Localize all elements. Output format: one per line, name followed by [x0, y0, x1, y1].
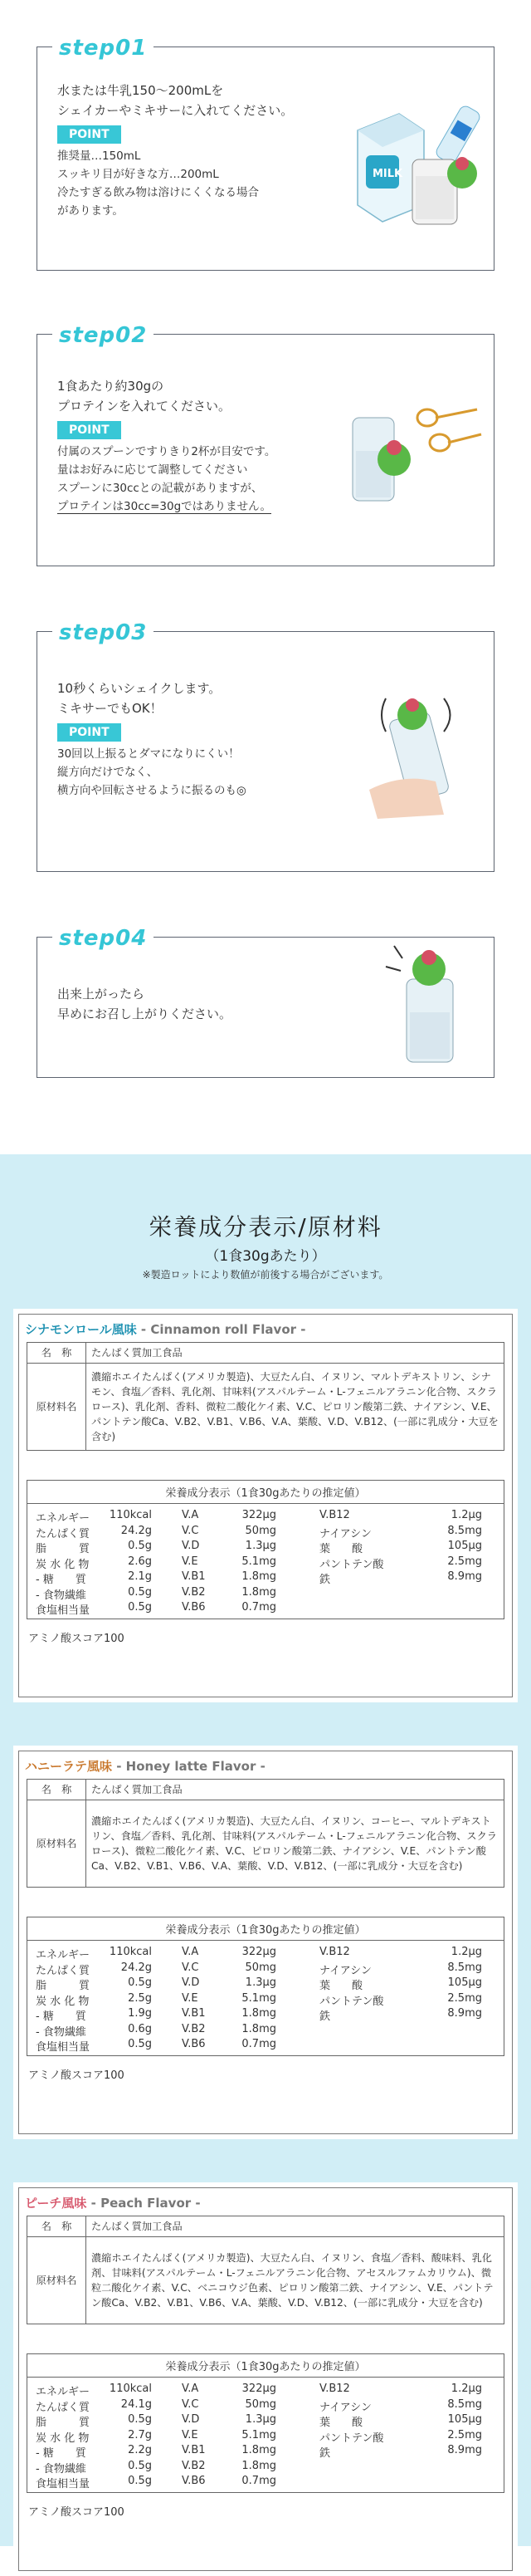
- nutrient-value: 8.9mg: [447, 2444, 482, 2456]
- nutrient-label: 食塩相当量: [36, 2041, 90, 2054]
- nutrient-label: V.B6: [182, 2038, 206, 2050]
- nutrient-value: 0.5g: [128, 2038, 152, 2050]
- nutrient-value: 1.8mg: [241, 2022, 276, 2035]
- nutrient-value: 50mg: [245, 2397, 276, 2411]
- nutrient-label: - 糖 質: [36, 1574, 86, 1586]
- nutrient-label: - 糖 質: [36, 2447, 86, 2460]
- step-03-line: ミキサーでもOK！: [57, 701, 163, 716]
- nutrient-value: 24.1g: [120, 2397, 152, 2411]
- nutrient-value: 1.9g: [128, 2007, 152, 2020]
- product-name-en: - Cinnamon roll Flavor -: [136, 1322, 306, 1337]
- amino-score: アミノ酸スコア100: [28, 2506, 124, 2519]
- nutrient-label: ナイアシン: [319, 1964, 372, 1977]
- step-02-line: 1食あたり約30gの: [57, 379, 164, 394]
- nutrition-note: ※製造ロットにより数値が前後する場合がございます。: [142, 1269, 389, 1281]
- step-03-note: 30回以上振るとダマになりにくい！: [57, 747, 240, 761]
- nutrient-value: 8.5mg: [447, 1524, 482, 1537]
- nutrient-value: 50mg: [245, 1961, 276, 1974]
- nutrient-label: V.E: [182, 1555, 198, 1568]
- nutrient-value: 1.3μg: [245, 1540, 276, 1552]
- nutrient-label: たんぱく質: [36, 1964, 90, 1977]
- nutrient-label: V.B1: [182, 2444, 206, 2456]
- nutrient-value: 5.1mg: [241, 2428, 276, 2441]
- nutrient-value: 1.8mg: [241, 1570, 276, 1583]
- nutrient-value: 0.5g: [128, 1585, 152, 1599]
- nutrient-label: V.D: [182, 2413, 200, 2426]
- nutrient-value: 2.5g: [128, 1991, 152, 2005]
- ingredients-table: [27, 1342, 504, 1451]
- product-name: [25, 2194, 201, 2211]
- step-04-line: 早めにお召し上がりください。: [57, 1006, 232, 1021]
- nutrient-value: 1.2μg: [451, 1946, 482, 1958]
- nutrient-value: 0.5g: [128, 1976, 152, 1989]
- nutrient-value: 1.3μg: [245, 1976, 276, 1989]
- step-03-note: 横方向や回転させるように振るのも◎: [57, 784, 246, 797]
- ingredients-label: 原材料名: [27, 2237, 86, 2324]
- step-01-line: シェイカーやミキサーに入れてください。: [57, 103, 294, 118]
- nutrient-label: 炭 水 化 物: [36, 2432, 90, 2445]
- name-label: 名 称: [27, 2216, 86, 2237]
- nutrient-label: V.B12: [319, 1509, 350, 1521]
- name-label: 名 称: [27, 1780, 86, 1800]
- nutrient-value: 105μg: [447, 1976, 482, 1989]
- nutrient-value: 2.5mg: [447, 1991, 482, 2005]
- product-name: [25, 1320, 306, 1338]
- shake-illustration: [353, 682, 477, 823]
- step-04-title: step04: [52, 926, 153, 951]
- nutrient-label: - 食物繊維: [36, 2462, 86, 2476]
- nutrient-value: 5.1mg: [241, 1991, 276, 2005]
- nutrient-value: 0.5g: [128, 1540, 152, 1552]
- nutrient-label: - 糖 質: [36, 2010, 86, 2023]
- nutrition-facts-title: 栄養成分表示（1食30gあたりの推定値）: [27, 1917, 504, 1941]
- product-card: [13, 2182, 518, 2576]
- nutrient-value: 322μg: [241, 2383, 276, 2395]
- nutrient-label: V.C: [182, 1961, 199, 1974]
- nutrition-title: 栄養成分表示/原材料: [149, 1213, 382, 1241]
- name-label: 名 称: [27, 1343, 86, 1364]
- name-value: たんぱく質加工食品: [86, 1343, 504, 1364]
- nutrient-value: 1.2μg: [451, 2383, 482, 2395]
- nutrient-label: エネルギー: [36, 2386, 90, 2398]
- step-03-title: step03: [52, 620, 153, 645]
- product-name-jp: ハニーラテ風味: [25, 1759, 113, 1774]
- nutrient-label: 鉄: [319, 2447, 331, 2460]
- nutrient-value: 322μg: [241, 1509, 276, 1521]
- nutrient-value: 110kcal: [109, 1946, 152, 1958]
- step-04-line: 出来上がったら: [57, 987, 145, 1002]
- step-02-line: プロテインを入れてください。: [57, 399, 231, 414]
- nutrient-value: 1.8mg: [241, 2459, 276, 2472]
- nutrient-label: 脂 質: [36, 1980, 90, 1992]
- step-04-box: [37, 926, 494, 1078]
- nutrient-value: 2.2g: [128, 2444, 152, 2456]
- nutrient-label: パントテン酸: [319, 1995, 384, 2008]
- nutrient-label: パントテン酸: [319, 1558, 384, 1571]
- step-03-note: 縦方向だけでなく、: [57, 766, 158, 779]
- nutrient-label: 鉄: [319, 1574, 331, 1586]
- nutrient-value: 50mg: [245, 1524, 276, 1537]
- nutrition-facts-box: [27, 1480, 504, 1619]
- step-03-text: [57, 678, 246, 800]
- nutrient-label: 葉 酸: [319, 2417, 363, 2429]
- nutrient-label: V.B6: [182, 1601, 206, 1614]
- nutrient-value: 2.5mg: [447, 2428, 482, 2441]
- ingredients-label: 原材料名: [27, 1364, 86, 1451]
- product-name-en: - Honey latte Flavor -: [112, 1759, 266, 1774]
- nutrition-section: [0, 1154, 531, 2546]
- amino-score: アミノ酸スコア100: [28, 2069, 124, 2082]
- product-name: [25, 1757, 266, 1775]
- nutrient-label: V.C: [182, 1524, 199, 1537]
- nutrient-value: 110kcal: [109, 2383, 152, 2395]
- nutrient-value: 0.7mg: [241, 2038, 276, 2050]
- point-badge: POINT: [57, 125, 121, 144]
- nutrition-facts-title: 栄養成分表示（1食30gあたりの推定値）: [27, 1481, 504, 1504]
- product-name-en: - Peach Flavor -: [86, 2196, 201, 2211]
- nutrient-value: 105μg: [447, 1540, 482, 1552]
- nutrient-value: 5.1mg: [241, 1555, 276, 1568]
- nutrient-value: 1.3μg: [245, 2413, 276, 2426]
- nutrient-value: 110kcal: [109, 1509, 152, 1521]
- nutrient-value: 8.5mg: [447, 2397, 482, 2411]
- nutrient-value: 322μg: [241, 1946, 276, 1958]
- nutrient-label: 脂 質: [36, 2417, 90, 2429]
- nutrient-value: 2.5mg: [447, 1555, 482, 1568]
- nutrient-label: - 食物繊維: [36, 2025, 86, 2039]
- nutrient-label: V.E: [182, 2428, 198, 2441]
- nutrient-label: 葉 酸: [319, 1543, 363, 1555]
- nutrient-label: V.A: [182, 1509, 199, 1521]
- step-01-text: [57, 81, 293, 220]
- nutrient-label: エネルギー: [36, 1512, 90, 1525]
- step-03-box: [37, 620, 494, 872]
- nutrient-value: 0.5g: [128, 1601, 152, 1614]
- nutrition-grid: [27, 1941, 504, 2055]
- step-01-note: 冷たすぎる飲み物は溶けにくくなる場合: [57, 186, 259, 199]
- nutrient-value: 24.2g: [120, 1524, 152, 1537]
- svg-text:MILK: MILK: [373, 168, 403, 180]
- nutrition-subtitle: （1食30gあたり）: [205, 1248, 326, 1265]
- nutrient-value: 2.6g: [128, 1555, 152, 1568]
- nutrient-label: V.D: [182, 1540, 200, 1552]
- nutrient-value: 0.5g: [128, 2459, 152, 2472]
- nutrient-label: エネルギー: [36, 1949, 90, 1961]
- nutrition-facts-box: [27, 1917, 504, 2056]
- name-value: たんぱく質加工食品: [86, 2216, 504, 2237]
- nutrient-label: 炭 水 化 物: [36, 1995, 90, 2008]
- point-badge: POINT: [57, 723, 121, 742]
- nutrition-grid: [27, 2378, 504, 2492]
- nutrient-label: V.E: [182, 1991, 198, 2005]
- nutrient-value: 8.5mg: [447, 1961, 482, 1974]
- nutrient-label: V.B6: [182, 2475, 206, 2487]
- nutrient-value: 1.8mg: [241, 2007, 276, 2020]
- step-03-line: 10秒くらいシェイクします。: [57, 681, 222, 696]
- nutrient-label: 食塩相当量: [36, 2478, 90, 2490]
- ingredients-table: [27, 2216, 504, 2324]
- nutrient-value: 1.8mg: [241, 1585, 276, 1599]
- nutrient-label: V.C: [182, 2397, 199, 2411]
- step-01-note: があります。: [57, 204, 124, 218]
- point-badge: POINT: [57, 421, 121, 439]
- nutrient-value: 8.9mg: [447, 1570, 482, 1583]
- milk-shaker-illustration: [341, 97, 490, 230]
- nutrient-label: ナイアシン: [319, 2401, 372, 2414]
- step-02-text: [57, 376, 275, 516]
- product-name-jp: シナモンロール風味: [25, 1322, 137, 1337]
- nutrient-label: V.B12: [319, 1946, 350, 1958]
- ingredients-value: 濃縮ホエイたんぱく(アメリカ製造)、大豆たん白、イヌリン、マルトデキストリン、シナモン、食塩／香料、乳化剤、甘味料(アスパルテーム・L-フェニルアラニン化合物、スクラロース)、乳化剤、香料、微粒二酸化ケイ素、V.C、ピロリン酸第二鉄、ナイアシン、V.E、パントテン酸Ca、V.B2、V.B1、V.B6、V.A、葉酸、V.D、V.B12、(一部に乳成分・大豆を含む): [86, 1364, 504, 1451]
- name-value: たんぱく質加工食品: [86, 1780, 504, 1800]
- step-01-title: step01: [52, 36, 153, 61]
- nutrient-label: V.A: [182, 2383, 199, 2395]
- nutrient-value: 0.5g: [128, 2475, 152, 2487]
- step-02-note: 付属のスプーンですりきり2杯が目安です。: [57, 445, 276, 458]
- finished-shaker-illustration: [369, 921, 485, 1070]
- step-02-note: スプーンに30ccとの記載がありますが、: [57, 482, 263, 495]
- step-01-line: 水または牛乳150〜200mLを: [57, 83, 224, 98]
- ingredients-value: 濃縮ホエイたんぱく(アメリカ製造)、大豆たん白、イヌリン、コーヒー、マルトデキストリン、食塩／香料、乳化剤、甘味料(アスパルテーム・L-フェニルアラニン化合物、スクラロース)、微粒二酸化ケイ素、V.C、ピロリン酸第二鉄、ナイアシン、V.E、パントテン酸Ca、V.B2、V.B1、V.B6、V.A、葉酸、V.D、V.B12、(一部に乳成分・大豆を含む): [86, 1800, 504, 1888]
- ingredients-value: 濃縮ホエイたんぱく(アメリカ製造)、大豆たん白、イヌリン、食塩／香料、酸味料、乳化剤、甘味料(アスパルテーム・L-フェニルアラニン化合物、アセスルファムカリウム)、微粒二酸化ケイ素、V.C、ベニコウジ色素、ピロリン酸第二鉄、ナイアシン、V.E、パントテン酸Ca、V.B2、V.B1、V.B6、V.A、葉酸、V.D、V.B12、(一部に乳成分・大豆を含む): [86, 2237, 504, 2324]
- nutrient-value: 1.2μg: [451, 1509, 482, 1521]
- nutrient-label: たんぱく質: [36, 2401, 90, 2414]
- nutrient-label: V.A: [182, 1946, 199, 1958]
- nutrient-value: 105μg: [447, 2413, 482, 2426]
- nutrient-label: 食塩相当量: [36, 1604, 90, 1617]
- product-card: [13, 1309, 518, 1702]
- nutrient-value: 2.1g: [128, 1570, 152, 1583]
- step-04-text: [57, 984, 231, 1024]
- nutrient-label: 炭 水 化 物: [36, 1558, 90, 1571]
- nutrient-value: 0.7mg: [241, 1601, 276, 1614]
- nutrient-label: 葉 酸: [319, 1980, 363, 1992]
- product-name-jp: ピーチ風味: [25, 2196, 87, 2211]
- nutrient-value: 0.6g: [128, 2022, 152, 2035]
- nutrient-label: V.B2: [182, 1585, 206, 1599]
- nutrient-value: 2.7g: [128, 2428, 152, 2441]
- protein-scoop-illustration: [344, 393, 485, 517]
- product-card: [13, 1746, 518, 2139]
- nutrition-grid: [27, 1504, 504, 1619]
- nutrient-value: 24.2g: [120, 1961, 152, 1974]
- nutrition-facts-title: 栄養成分表示（1食30gあたりの推定値）: [27, 2354, 504, 2378]
- ingredients-label: 原材料名: [27, 1800, 86, 1888]
- nutrient-label: 鉄: [319, 2010, 331, 2023]
- step-01-note: スッキリ目が好きな方…200mL: [57, 168, 219, 181]
- ingredients-table: [27, 1779, 504, 1888]
- step-02-note: 量はお好みに応じて調整してください: [57, 463, 248, 477]
- nutrition-facts-box: [27, 2353, 504, 2493]
- nutrient-value: 8.9mg: [447, 2007, 482, 2020]
- step-02-box: [37, 323, 494, 566]
- step-01-box: [37, 36, 494, 271]
- nutrient-label: V.B12: [319, 2383, 350, 2395]
- nutrient-value: 1.8mg: [241, 2444, 276, 2456]
- nutrient-label: 脂 質: [36, 1543, 90, 1555]
- nutrient-label: V.D: [182, 1976, 200, 1989]
- nutrient-label: - 食物繊維: [36, 1589, 86, 1602]
- nutrient-label: V.B1: [182, 2007, 206, 2020]
- step-02-title: step02: [52, 323, 153, 348]
- step-02-note: プロテインは30cc=30gではありません。: [57, 500, 271, 513]
- nutrient-label: V.B1: [182, 1570, 206, 1583]
- step-01-note: 推奨量…150mL: [57, 149, 141, 163]
- nutrient-value: 0.7mg: [241, 2475, 276, 2487]
- nutrient-label: V.B2: [182, 2459, 206, 2472]
- nutrient-value: 0.5g: [128, 2413, 152, 2426]
- steps-section: [0, 0, 531, 1154]
- amino-score: アミノ酸スコア100: [28, 1633, 124, 1645]
- nutrient-label: パントテン酸: [319, 2432, 384, 2445]
- nutrient-label: V.B2: [182, 2022, 206, 2035]
- nutrient-label: ナイアシン: [319, 1527, 372, 1540]
- nutrient-label: たんぱく質: [36, 1527, 90, 1540]
